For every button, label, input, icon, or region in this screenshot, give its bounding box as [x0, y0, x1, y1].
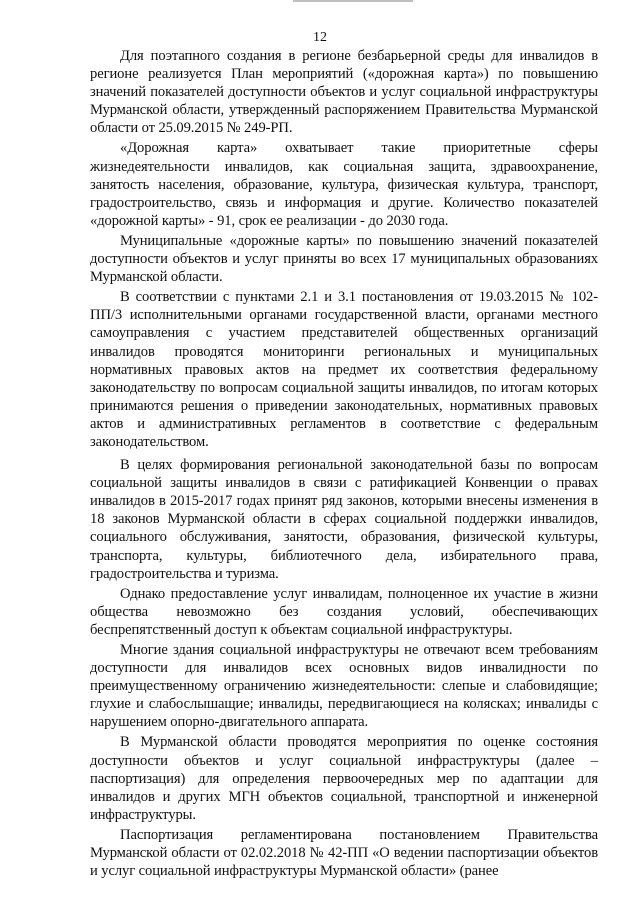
page-number: 12 — [313, 30, 327, 45]
paragraph-legislation: В целях формирования региональной законодательной базы по вопросам социальной защиты инвалидов в связи с ратификацией Конвенции о правах инвалидов в 2015-2017 годах принят ряд законов, которыми внесены изменения в 18 законов Мурманской области в сферах социальной поддержки инвалидов, социального обслуживания, занятости, образования, физической культуры, транспорта, культуры, библиотечного дела, избирательного права, градостроительства и туризма. — [90, 457, 598, 582]
paragraph-services-access: Однако предоставление услуг инвалидам, полноценное их участие в жизни общества невозможно без создания условий, обеспечивающих беспрепятственный доступ к объектам социальной инфраструктуры. — [90, 585, 598, 638]
paragraph-monitoring: В соответствии с пунктами 2.1 и 3.1 постановления от 19.03.2015 № 102-ПП/3 исполнительными органами государственной власти, органами местного самоуправления с участием представителей общественных организаций инвалидов проводятся мониторинги региональных и муниципальных нормативных правовых актов на предмет их соответствия федеральному законодательству по вопросам социальной защиты инвалидов, по итогам которых принимаются решения о приведении законодательных, нормативных правовых актов и административных регламентов в соответствие с федеральным законодательством. — [90, 289, 598, 450]
paragraph-roadmap-scope: «Дорожная карта» охватывает такие приоритетные сферы жизнедеятельности инвалидов, как социальная защита, здравоохранение, занятость населения, образование, культура, физическая культура, транспорт, градостроительство, связь и информация и другие. Количество показателей «дорожной карты» - 91, срок ее реализации - до 2030 года. — [90, 140, 598, 229]
top-divider — [293, 0, 413, 2]
paragraph-municipal-roadmaps: Муниципальные «дорожные карты» по повышению значений показателей доступности объектов и услуг приняты во всех 17 муниципальных образованиях Мурманской области. — [90, 232, 598, 286]
paragraph-passportization-measures: В Мурманской области проводятся мероприятия по оценке состояния доступности объектов и услуг социальной инфраструктуры (далее – паспортизация) для определения первоочередных мер по адаптации для инвалидов и других МГН объектов социальной, транспортной и инженерной инфраструктуры. — [90, 734, 598, 823]
paragraph-buildings-requirements: Многие здания социальной инфраструктуры не отвечают всем требованиям доступности для инвалидов всех основных видов инвалидности по преимущественному ограничению жизнедеятельности: слепые и слабовидящие; глухие и слабослышащие; инвалиды, передвигающиеся на колясках; инвалиды с нарушением опорно-двигательного аппарата. — [90, 642, 598, 731]
paragraph-passportization-regulation: Паспортизация регламентирована постановлением Правительства Мурманской области от 02.02.2018 № 42-ПП «О ведении паспортизации объектов и услуг социальной инфраструктуры Мурманской области» (ранее — [90, 826, 598, 880]
document-body — [90, 47, 598, 880]
paragraph-roadmap-plan: Для поэтапного создания в регионе безбарьерной среды для инвалидов в регионе реализуется План мероприятий («дорожная карта») по повышению значений показателей доступности объектов и услуг социальной инфраструктуры Мурманской области, утвержденный распоряжением Правительства Мурманской области от 25.09.2015 № 249-РП. — [90, 48, 598, 137]
